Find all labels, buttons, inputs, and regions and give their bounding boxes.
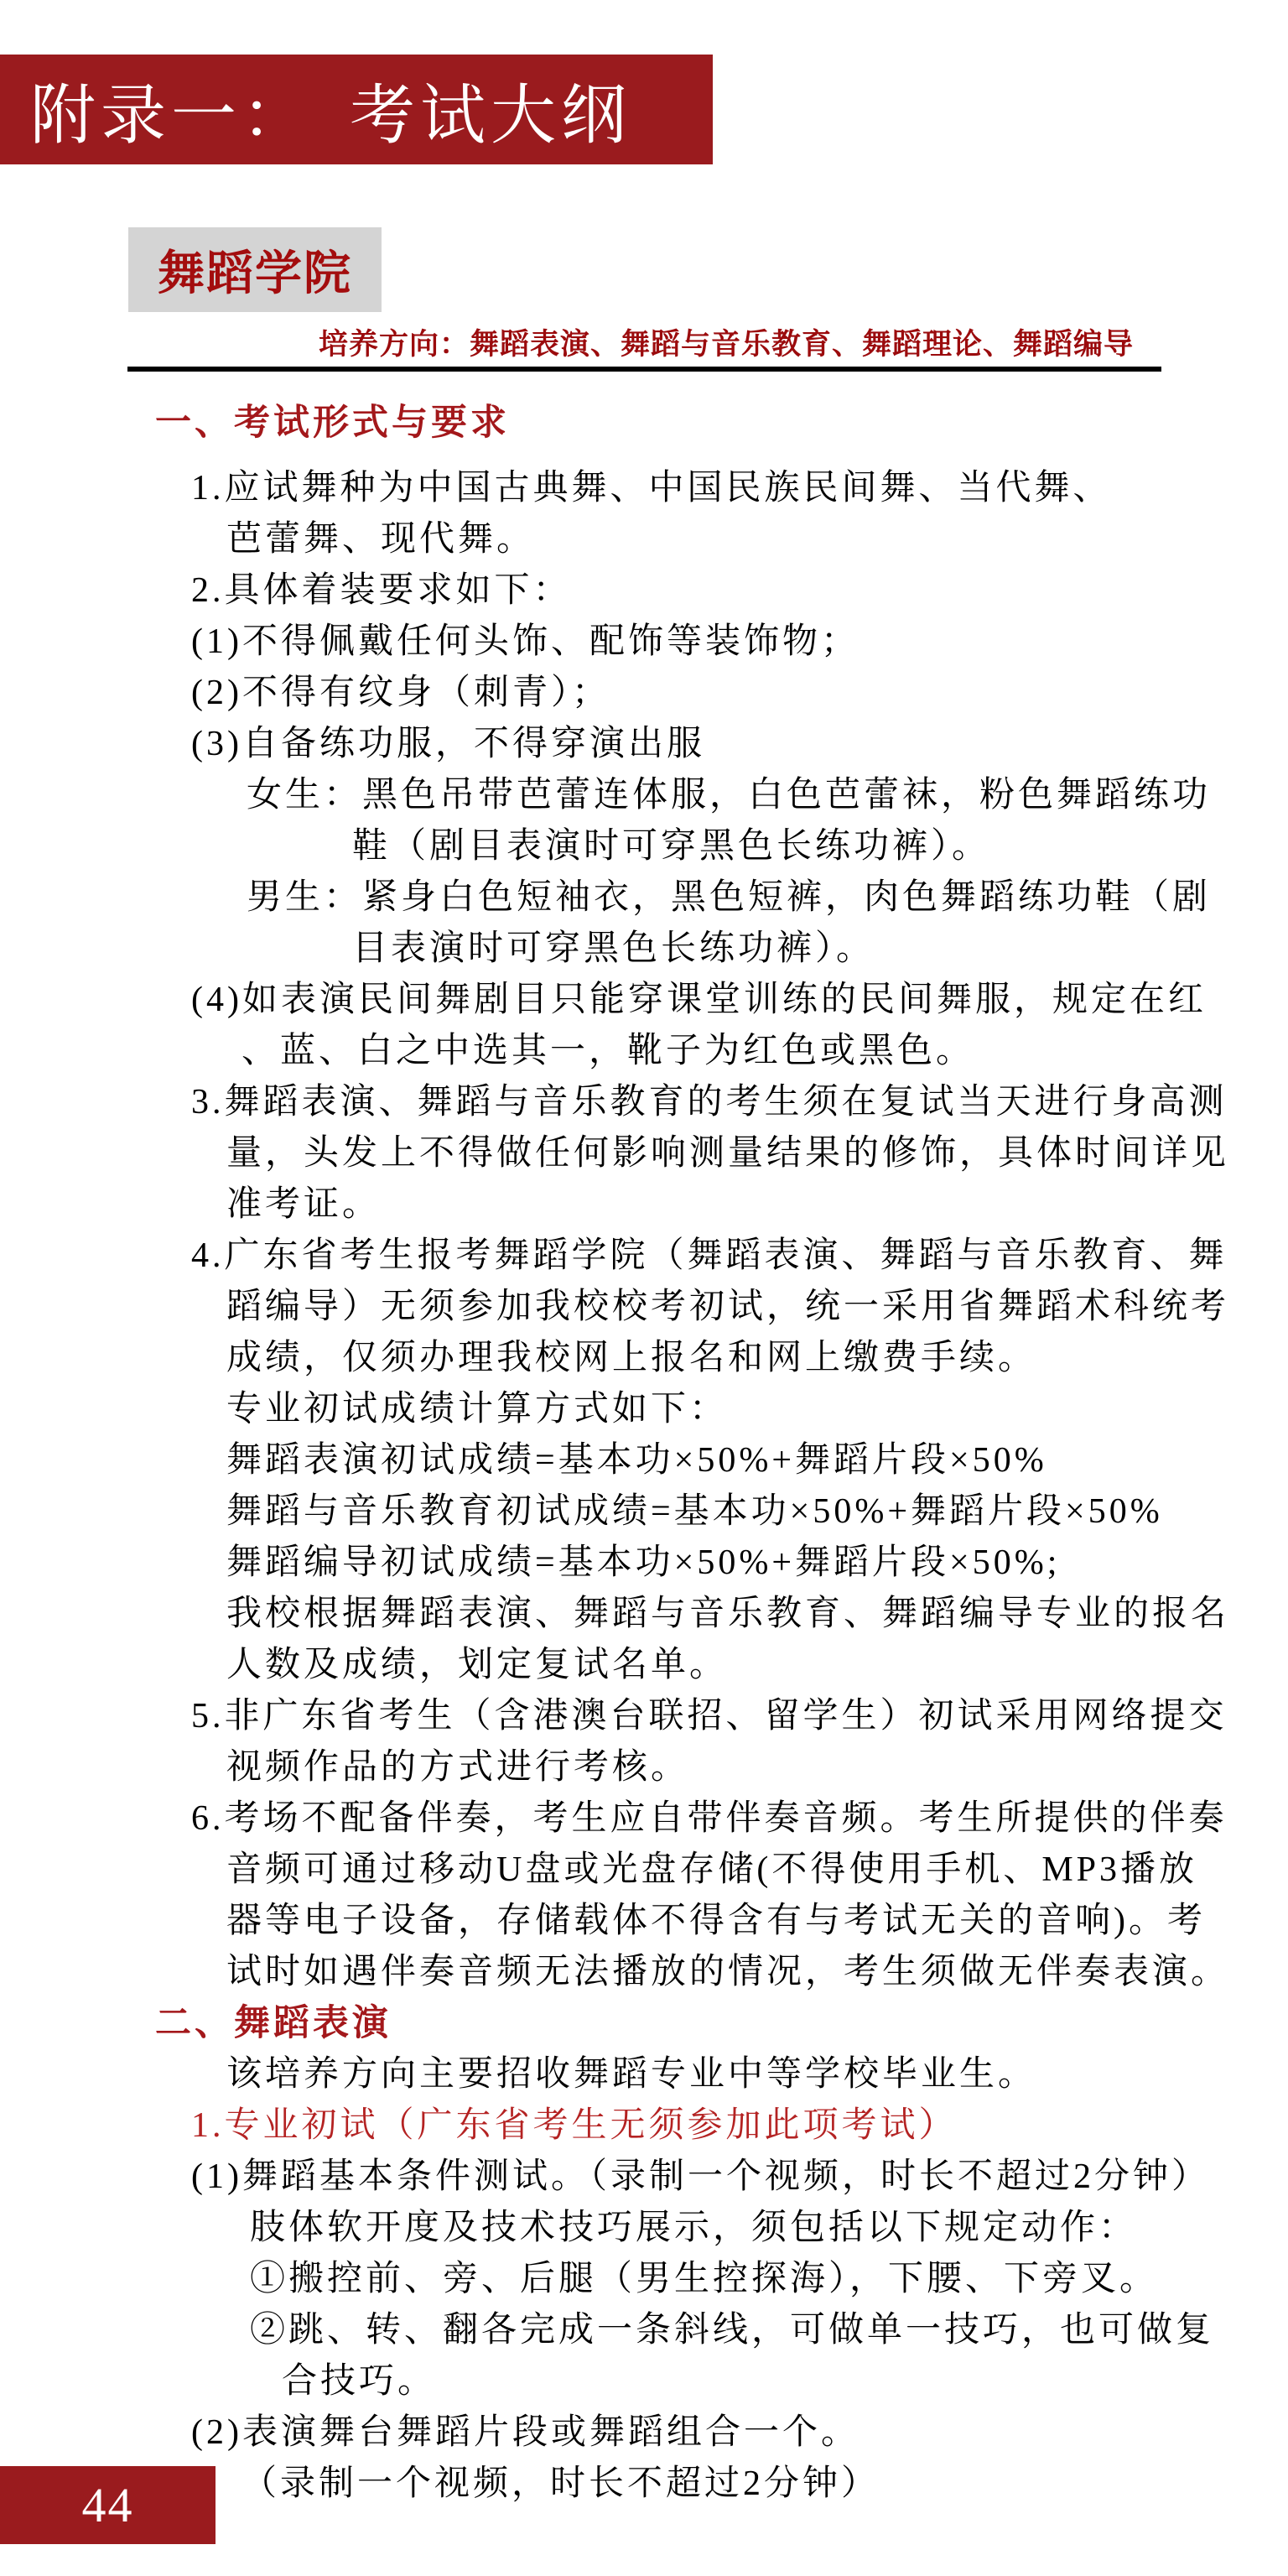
body-line: 、蓝、白之中选其一，靴子为红色或黑色。 (242, 1032, 975, 1070)
body-line: （录制一个视频，时长不超过2分钟） (242, 2464, 880, 2503)
section-heading-2: 二、舞蹈表演 (155, 2004, 392, 2043)
body-line: ①搬控前、旁、后腿（男生控探海），下腰、下旁叉。 (250, 2260, 1159, 2298)
body-line: 芭蕾舞、现代舞。 (226, 520, 536, 559)
page-number-box (0, 2466, 216, 2544)
body-line: 舞蹈编导初试成绩=基本功×50%+舞蹈片段×50%; (226, 1543, 1061, 1582)
section-heading-1: 一、考试形式与要求 (155, 403, 510, 443)
page-number: 44 (81, 2478, 134, 2532)
body-line: 音频可通过移动U盘或光盘存储(不得使用手机、MP3播放 (226, 1850, 1198, 1889)
body-line: (1)不得佩戴任何头饰、配饰等装饰物； (191, 622, 860, 661)
body-line: 该培养方向主要招收舞蹈专业中等学校毕业生。 (226, 2055, 1037, 2094)
body-line: 合技巧。 (282, 2362, 437, 2401)
body-line: 舞蹈表演初试成绩=基本功×50%+舞蹈片段×50% (226, 1441, 1047, 1480)
body-line: ②跳、转、翻各完成一条斜线，可做单一技巧，也可做复 (250, 2311, 1215, 2350)
body-line: 成绩，仅须办理我校网上报名和网上缴费手续。 (226, 1339, 1037, 1377)
training-direction-line: 培养方向：舞蹈表演、舞蹈与音乐教育、舞蹈理论、舞蹈编导 (318, 328, 1134, 361)
department-name: 舞蹈学院 (158, 247, 352, 300)
body-line: 我校根据舞蹈表演、舞蹈与音乐教育、舞蹈编导专业的报名 (226, 1595, 1230, 1633)
body-line: 量，头发上不得做任何影响测量结果的修饰，具体时间详见 (226, 1134, 1230, 1173)
body-line: 舞蹈与音乐教育初试成绩=基本功×50%+舞蹈片段×50% (226, 1492, 1163, 1531)
body-line: 器等电子设备，存储载体不得含有与考试无关的音响)。考 (226, 1902, 1206, 1940)
divider-rule (127, 367, 1161, 372)
body-line: 女生：黑色吊带芭蕾连体服，白色芭蕾袜，粉色舞蹈练功 (247, 776, 1212, 814)
body-line: (2)不得有纹身（刺青）； (191, 674, 610, 712)
body-line: 试时如遇伴奏音频无法播放的情况，考生须做无伴奏表演。 (226, 1953, 1230, 1991)
page-title: 附录一： 考试大纲 (30, 78, 632, 152)
body-line: 4.广东省考生报考舞蹈学院（舞蹈表演、舞蹈与音乐教育、舞 (191, 1236, 1228, 1275)
body-line: 6.考场不配备伴奏，考生应自带伴奏音频。考生所提供的伴奏 (191, 1799, 1228, 1838)
body-line: 鞋（剧目表演时可穿黑色长练功裤）。 (352, 827, 991, 866)
body-line: (2)表演舞台舞蹈片段或舞蹈组合一个。 (191, 2413, 860, 2452)
body-line: 人数及成绩，划定复试名单。 (226, 1646, 729, 1684)
body-line: 视频作品的方式进行考核。 (226, 1748, 690, 1787)
body-text (127, 398, 1288, 2510)
appendix-header-bar (0, 55, 713, 164)
body-line: 蹈编导）无须参加我校校考初试，统一采用省舞蹈术科统考 (226, 1288, 1230, 1326)
body-line: 目表演时可穿黑色长练功裤）。 (352, 929, 875, 968)
department-box (128, 227, 382, 312)
body-line: 2.具体着装要求如下： (191, 571, 572, 610)
body-line: (4)如表演民间舞剧目只能穿课堂训练的民间舞服，规定在红 (191, 981, 1207, 1019)
body-line: 3.舞蹈表演、舞蹈与音乐教育的考生须在复试当天进行身高测 (191, 1083, 1228, 1121)
body-line: 准考证。 (226, 1185, 382, 1224)
body-line: (3)自备练功服，不得穿演出服 (191, 725, 705, 763)
body-line-red-notice: 1.专业初试（广东省考生无须参加此项考试） (191, 2106, 958, 2145)
body-line: 5.非广东省考生（含港澳台联招、留学生）初试采用网络提交 (191, 1697, 1228, 1736)
body-line: 男生：紧身白色短袖衣，黑色短裤，肉色舞蹈练功鞋（剧 (247, 878, 1212, 917)
body-line: 肢体软开度及技术技巧展示，须包括以下规定动作： (250, 2209, 1138, 2247)
body-line: (1)舞蹈基本条件测试。（录制一个视频，时长不超过2分钟） (191, 2157, 1210, 2196)
body-line: 专业初试成绩计算方式如下： (226, 1390, 729, 1429)
body-line: 1.应试舞种为中国古典舞、中国民族民间舞、当代舞、 (191, 469, 1112, 507)
